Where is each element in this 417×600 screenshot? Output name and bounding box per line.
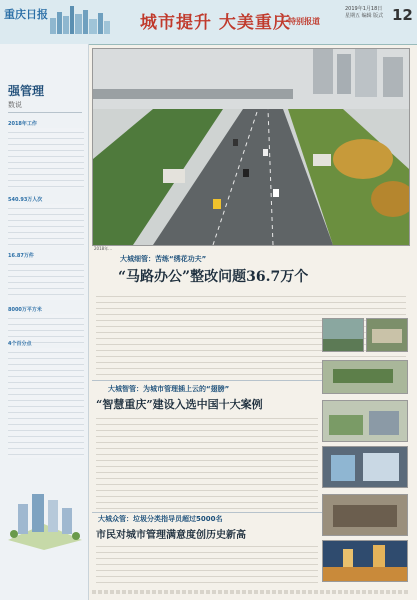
sidebar-divider	[8, 112, 82, 113]
article1-kicker: 大城细管：苦练“绣花功夫”	[120, 255, 207, 263]
stat-label: 4个百分点	[8, 341, 32, 347]
article2-headline: “智慧重庆”建设入选中国十大案例	[96, 398, 263, 411]
sidebar-subtitle: 数说	[8, 101, 22, 109]
section-subtitle: ·特别报道	[285, 17, 321, 26]
article2-body	[96, 414, 318, 510]
skyline-graphic	[50, 4, 110, 34]
article2-kicker: 大城智管：为城市管理插上云的“翅膀”	[108, 385, 230, 393]
article1-headline: “马路办公”整改问题36.7万个	[118, 269, 309, 285]
article3-body	[96, 542, 318, 586]
article-photo	[366, 318, 408, 352]
page-footer	[92, 590, 408, 594]
page-number: 12	[392, 6, 413, 24]
article3-kicker: 大城众管：垃圾分类指导员超过5000名	[98, 515, 223, 523]
city-illustration	[4, 480, 86, 550]
article-photo	[322, 494, 408, 536]
article-photo	[322, 318, 364, 352]
stat-label: 8000万平方米	[8, 307, 42, 313]
article-photo	[322, 360, 408, 394]
section-title: 城市提升 大美重庆	[140, 13, 291, 33]
stat-label: 540.93万人次	[8, 197, 43, 203]
article3-headline: 市民对城市管理满意度创历史新高	[96, 530, 246, 541]
page-info: 2019年1月18日 星期五 编辑 版式	[345, 6, 384, 19]
stat-text	[8, 348, 84, 458]
stat-label: 2018年工作	[8, 121, 37, 127]
masthead: 重庆日报	[4, 8, 48, 21]
photo-caption: 2018年...	[94, 246, 112, 251]
article-photo	[322, 540, 408, 582]
stat-label: 16.87万件	[8, 253, 34, 259]
main-photo	[92, 48, 410, 246]
stat-text	[8, 260, 84, 300]
stat-text	[8, 204, 84, 246]
sidebar-title: 强管理	[8, 84, 45, 98]
section-divider	[92, 512, 322, 513]
article-photo	[322, 446, 408, 488]
article-photo	[322, 400, 408, 442]
stat-text	[8, 128, 84, 188]
